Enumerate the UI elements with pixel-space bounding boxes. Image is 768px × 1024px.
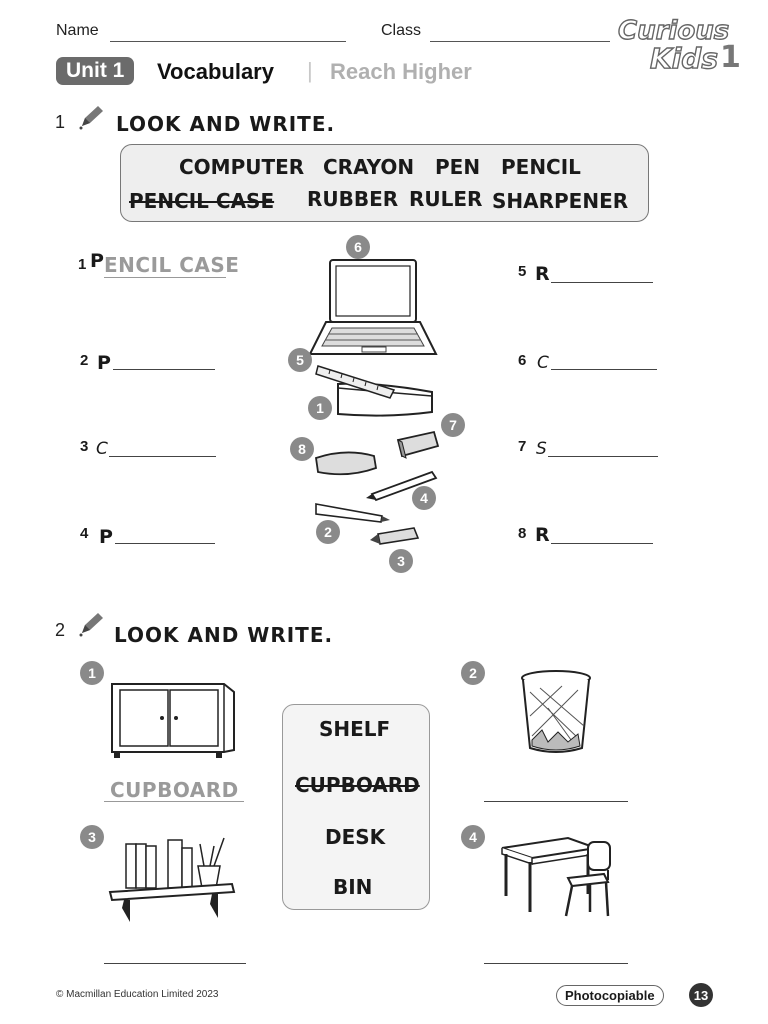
word-rubber: RUBBER (307, 187, 399, 211)
ex2-answer-line-4[interactable] (484, 962, 628, 964)
word-bank-1 (120, 144, 649, 222)
answer-line-3[interactable] (109, 455, 216, 457)
word-crayon: CRAYON (323, 155, 415, 179)
bin-icon (518, 668, 594, 756)
answer-line-5[interactable] (551, 281, 653, 283)
ex2-picture-label-2: 2 (461, 661, 485, 685)
word-computer: COMPUTER (179, 155, 305, 179)
class-label: Class (381, 22, 422, 39)
picture-label-6: 6 (346, 235, 370, 259)
word-shelf: SHELF (319, 717, 391, 741)
picture-label-7: 7 (441, 413, 465, 437)
ex2-answer-line-1[interactable] (104, 800, 244, 802)
question-3-number: 3 (80, 438, 89, 455)
word-pencil: PENCIL (501, 155, 581, 179)
picture-label-4: 4 (412, 486, 436, 510)
subsection-title: Reach Higher (330, 59, 472, 84)
curious-kids-logo: Curious Kids 1 (618, 16, 741, 75)
question-5-number: 5 (518, 263, 527, 280)
question-2-letter: P (97, 352, 111, 374)
question-7-letter: S (536, 439, 547, 459)
page-number: 13 (689, 983, 713, 1007)
crayon-icon (370, 528, 418, 544)
answer-line-8[interactable] (551, 542, 653, 544)
section-title: Vocabulary (157, 59, 274, 84)
answer-line-7[interactable] (548, 455, 658, 457)
answer-line-4[interactable] (115, 542, 215, 544)
answer-line-6[interactable] (551, 368, 657, 370)
photocopiable-badge: Photocopiable (556, 985, 664, 1006)
picture-label-3: 3 (389, 549, 413, 573)
question-7-number: 7 (518, 438, 527, 455)
answer-line-2[interactable] (113, 368, 215, 370)
question-1: 1 (78, 256, 87, 273)
word-pencil-case: PENCIL CASE (129, 189, 275, 213)
laptop-icon (310, 260, 436, 354)
desk-icon (498, 834, 620, 924)
word-sharpener: SHARPENER (492, 189, 629, 213)
picture-label-8: 8 (290, 437, 314, 461)
question-1-letter: P (90, 250, 104, 272)
word-cupboard: CUPBOARD (295, 773, 420, 797)
exercise-1-number: 1 (55, 112, 66, 132)
question-3-letter: C (96, 439, 108, 459)
cupboard-icon (108, 680, 238, 760)
unit-badge: Unit 1 (56, 57, 134, 85)
ex2-answer-line-3[interactable] (104, 962, 246, 964)
question-8-number: 8 (518, 525, 527, 542)
picture-label-1: 1 (308, 396, 332, 420)
shelf-icon (108, 832, 240, 932)
class-field[interactable] (430, 40, 610, 42)
name-field[interactable] (110, 40, 346, 42)
sharpener-icon (398, 432, 438, 458)
word-desk: DESK (325, 825, 386, 849)
pencil-icon (78, 104, 106, 135)
picture-label-5: 5 (288, 348, 312, 372)
word-bank-2 (282, 704, 430, 910)
word-bin: BIN (333, 875, 373, 899)
ex2-picture-label-1: 1 (80, 661, 104, 685)
exercise-1-title: LOOK AND WRITE. (116, 112, 336, 136)
pencil-icon (78, 611, 106, 642)
question-4-letter: P (99, 526, 113, 548)
copyright-text: © Macmillan Education Limited 2023 (56, 989, 219, 1000)
question-1-answer: ENCIL CASE (104, 253, 240, 277)
word-ruler: RULER (409, 187, 483, 211)
question-8-letter: R (535, 524, 550, 546)
question-6-number: 6 (518, 352, 527, 369)
answer-line-1[interactable] (104, 276, 226, 278)
exercise-2-number: 2 (55, 620, 66, 640)
word-pen: PEN (435, 155, 481, 179)
ex2-answer-line-2[interactable] (484, 800, 628, 802)
rubber-icon (316, 452, 376, 474)
name-label: Name (56, 22, 99, 39)
question-6-letter: C (537, 353, 549, 373)
ex2-answer-1: CUPBOARD (110, 778, 239, 802)
ex2-picture-label-3: 3 (80, 825, 104, 849)
question-4-number: 4 (80, 525, 89, 542)
picture-label-2: 2 (316, 520, 340, 544)
ex2-picture-label-4: 4 (461, 825, 485, 849)
question-2-number: 2 (80, 352, 89, 369)
exercise-2-title: LOOK AND WRITE. (114, 623, 334, 647)
title-separator: | (307, 58, 313, 83)
question-5-letter: R (535, 263, 550, 285)
